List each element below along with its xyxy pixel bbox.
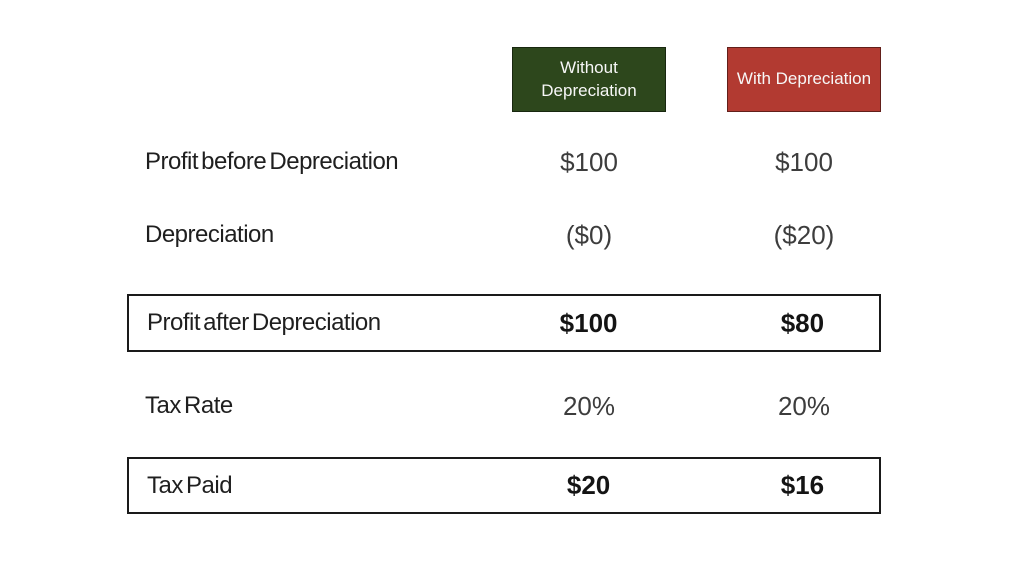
- column-header-with-depreciation: With Depreciation: [727, 47, 881, 112]
- value-with-depreciation: $80: [780, 307, 825, 338]
- row-label-profit-before-depreciation: Profit before Depreciation: [145, 148, 399, 175]
- value-without-depreciation: ($0): [565, 219, 613, 250]
- table-row: [127, 140, 881, 184]
- row-label-profit-after-depreciation: Profit after Depreciation: [147, 309, 381, 336]
- value-without-depreciation: $100: [560, 146, 618, 177]
- value-with-depreciation: 20%: [777, 390, 831, 421]
- value-without-depreciation: $20: [566, 470, 611, 500]
- table-row: [127, 384, 881, 428]
- value-without-depreciation: $100: [559, 307, 618, 338]
- row-label-tax-rate: Tax Rate: [145, 392, 233, 419]
- table-row: [127, 213, 881, 257]
- value-with-depreciation: $100: [775, 146, 833, 177]
- table-row-emphasized: [127, 294, 881, 352]
- value-without-depreciation: 20%: [562, 390, 616, 421]
- value-with-depreciation: $16: [780, 470, 825, 500]
- column-header-without-depreciation: Without Depreciation: [512, 47, 666, 112]
- value-with-depreciation: ($20): [773, 219, 835, 250]
- table-row-emphasized: [127, 457, 881, 514]
- row-label-tax-paid: Tax Paid: [147, 471, 233, 499]
- row-label-depreciation: Depreciation: [145, 221, 274, 248]
